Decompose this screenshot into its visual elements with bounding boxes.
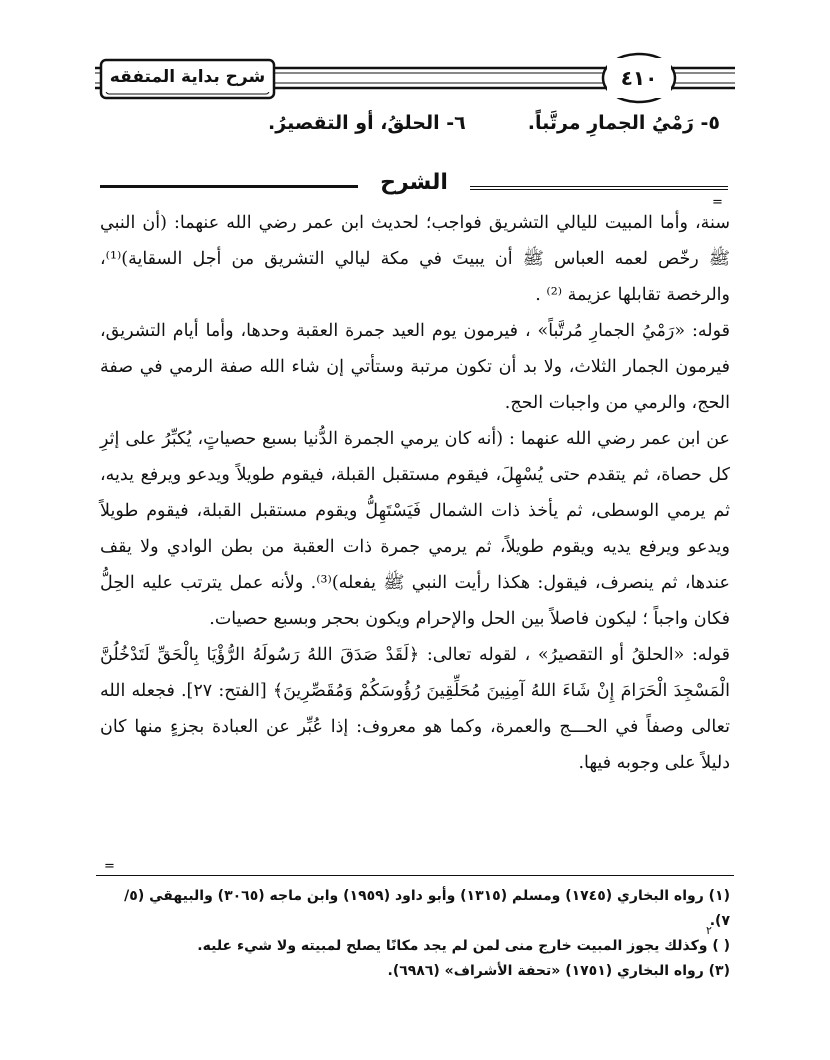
footnote-divider [96,875,734,876]
footnote-1: (١) رواه البخاري (١٧٤٥) ومسلم (١٣١٥) وأبو داود (١٩٥٩) وابن ماجه (٣٠٦٥) والبيهقي (٥/ ٧). [124,888,730,929]
footnote-2-number: ٢ [706,924,712,937]
paragraph-4: قوله: «الحلقُ أو التقصيرُ» ، لقوله تعالى: ﴿لَقَدْ صَدَقَ اللهُ رَسُولَهُ الرُّؤْيَا بِالْحَقِّ لَتَدْخُلُنَّ الْمَسْجِدَ الْحَرَامَ إِنْ شَاءَ اللهُ آمِنِينَ مُحَلِّقِينَ رُؤُوسَكُمْ وَمُقَصِّرِينَ﴾ [الفتح: ٢٧]. فجعله الله تعالى وصفاً في الحـــج والعمرة، وكما هو معروف: إذا عُبِّر عن العبادة بجزءٍ منها كان دليلاً على وجوبه فيها. [100,645,730,773]
item-5: ٥- رَمْيُ الجمارِ مرتَّباً. [527,112,720,134]
heading-rule-right [470,186,728,187]
section-title: الشرح [380,169,448,195]
paragraph-3: عن ابن عمر رضي الله عنهما : (أنه كان يرمي الجمرة الدُّنيا بسبع حصياتٍ، يُكبِّرُ على إثرِ كل حصاة، ثم يتقدم حتى يُسْهِلَ، فيقوم مستقبل القبلة، فيقوم طويلاً ويدعو ويرفع يديه، ثم يرمي الوسطى، ثم يأخذ ذات الشمال فَيَسْتَهِلُّ ويقوم مستقبل القبلة، فيقوم طويلاً ويدعو ويرفع يديه ويقوم طويلاً، ثم يرمي جمرة ذات العقبة من بطن الوادي ولا يقف عندها، ثم ينصرف، فيقول: هكذا رأيت النبي ﷺ يفعله)⁽³⁾. ولأنه عمل يترتب عليه الحِلُّ فكان واجباً ؛ ليكون فاصلاً بين الحل والإحرام ويكون بحجر وبسبع حصيات. [100,429,730,629]
section-heading [100,162,728,202]
paragraph-1: سنة، وأما المبيت لليالي التشريق فواجب؛ لحديث ابن عمر رضي الله عنهما: (أن النبي ﷺ رخّص لعمه العباس ﷺ أن يبيتَ في مكة ليالي التشريق من أجل السقاية)⁽¹⁾، والرخصة تقابلها عزيمة ⁽²⁾ . [100,213,730,305]
commentary-text [100,205,730,781]
item-6: ٦- الحلقُ، أو التقصيرُ. [268,112,466,134]
paragraph-2: قوله: «رَمْيُ الجمارِ مُرتَّباً» ، فيرمون يوم العيد جمرة العقبة وحدها، وأما أيام التشريق، فيرمون الجمار الثلاث، ولا بد أن تكون مرتبة وستأتي إن شاء الله صفة الرمي في صفة الحج، والرمي من واجبات الحج. [100,321,730,413]
continuation-marker-bottom: = [104,859,115,874]
footnotes [100,884,730,984]
footnote-3: (٣) رواه البخاري (١٧٥١) «تحفة الأشراف» (٦٩٨٦). [387,963,730,979]
book-title: شرح بداية المتفقه [105,62,270,92]
continuation-marker-top: = [712,195,723,210]
page-header [95,50,735,110]
page-number: ٤١٠ [607,58,671,98]
footnote-2: ( ) وكذلك يجوز المبيت خارج منى لمن لم يجد مكانًا يصلح لمبيته ولا شيء عليه. [197,938,730,954]
heading-rule-left [100,185,358,188]
enumerated-items [120,112,720,146]
